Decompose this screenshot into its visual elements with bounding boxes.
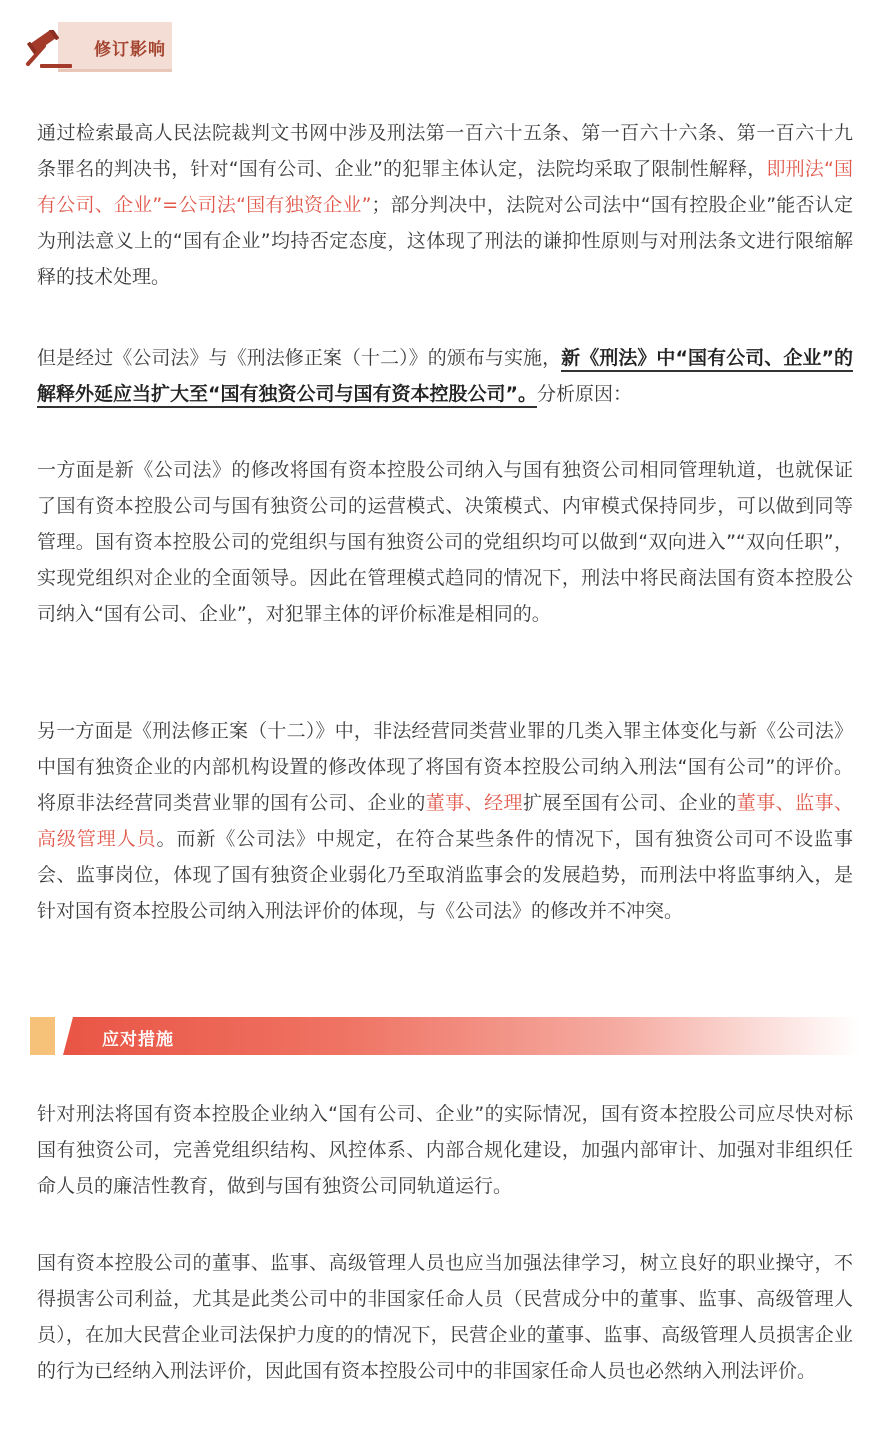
paragraph-4-text-e: 。而新《公司法》中规定，在符合某些条件的情况下，国有独资公司可不设监事会、监事岗位，体现了国有独资企业弱化乃至取消监事会的发展趋势，而刑法中将监事纳入，是针对国有资本控股公司纳入刑法评价的体现，与《公司法》的修改并不冲突。 — [37, 828, 853, 922]
paragraph-3: 一方面是新《公司法》的修改将国有资本控股公司纳入与国有独资公司相同管理轨道，也就保证了国有资本控股公司与国有独资公司的运营模式、决策模式、内审模式保持同步，可以做到同等管理。国有资本控股公司的党组织与国有独资公司的党组织均可以做到“双向进入”“双向任职”，实现党组织对企业的全面领导。因此在管理模式趋同的情况下，刑法中将民商法国有资本控股公司纳入“国有公司、企业”，对犯罪主体的评价标准是相同的。 — [37, 459, 853, 625]
highlight-red: 即刑法“国有公司、企业”=公司法“国有独资企业” — [37, 158, 853, 216]
paragraph-2 — [37, 340, 853, 412]
paragraph-1-text-c: ；部分判决中，法院对公司法中“国有控股企业”能否认定为刑法意义上的“国有企业”均持否定态度，这体现了刑法的谦抑性原则与对刑法条文进行限缩解释的技术处理。 — [37, 194, 853, 288]
emphasis-underlined: 新《刑法》中“国有公司、企业”的解释外延应当扩大至“国有独资公司与国有资本控股公司”。 — [37, 347, 853, 408]
highlight-red-directors-managers: 董事、经理 — [425, 792, 523, 814]
paragraph-1 — [37, 115, 853, 295]
header-red-gradient-bar — [63, 1017, 860, 1055]
paragraph-6: 国有资本控股公司的董事、监事、高级管理人员也应当加强法律学习，树立良好的职业操守，不得损害公司利益，尤其是此类公司中的非国家任命人员（民营成分中的董事、监事、高级管理人员），在加大民营企业司法保护力度的的情况下，民营企业的董事、监事、高级管理人员损害企业的行为已经纳入刑法评价，因此国有资本控股公司中的非国家任命人员也必然纳入刑法评价。 — [37, 1252, 853, 1382]
paragraph-4-text-a: 另一方面是《刑法修正案（十二）》中，非法经营同类营业罪的几类入罪主体变化与新《公司法》中国有独资企业的内部机构设置的修改体现了将国有资本控股公司纳入刑法“国有公司”的评价。将原非法经营同类营业罪的国有公司、企业的 — [37, 720, 853, 814]
section-header-revision-impact — [20, 22, 172, 74]
gavel-icon — [20, 30, 76, 70]
paragraph-4-text-c: 扩展至国有公司、企业的 — [522, 792, 737, 814]
paragraph-4 — [37, 713, 853, 929]
paragraph-2-text-a: 但是经过《公司法》与《刑法修正案（十二）》的颁布与实施， — [37, 347, 562, 369]
highlight-red-directors-supervisors: 董事、监事、高级管理人员 — [37, 792, 853, 850]
paragraph-5: 针对刑法将国有资本控股企业纳入“国有公司、企业”的实际情况，国有资本控股公司应尽快对标国有独资公司，完善党组织结构、风控体系、内部合规化建设，加强内部审计、加强对非组织任命人员的廉洁性教育，做到与国有独资公司同轨道运行。 — [37, 1103, 853, 1197]
section-header-countermeasures — [30, 1017, 860, 1055]
header-orange-block — [30, 1017, 55, 1055]
paragraph-2-text-c: 分析原因： — [536, 383, 632, 405]
paragraph-1-text-a: 通过检索最高人民法院裁判文书网中涉及刑法第一百六十五条、第一百六十六条、第一百六十九条罪名的判决书，针对“国有公司、企业”的犯罪主体认定，法院均采取了限制性解释， — [37, 122, 853, 180]
section-title: 修订影响 — [94, 40, 166, 60]
section-title: 应对措施 — [102, 1030, 174, 1050]
